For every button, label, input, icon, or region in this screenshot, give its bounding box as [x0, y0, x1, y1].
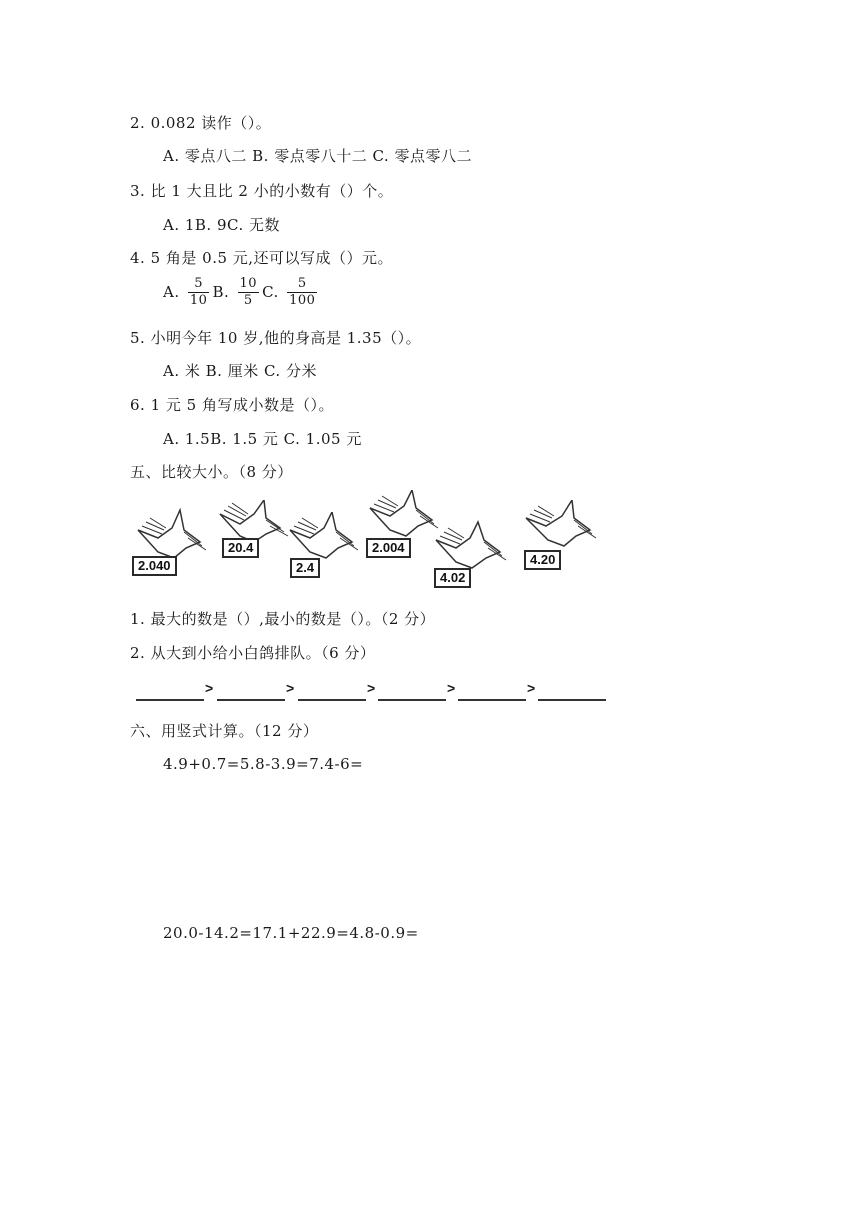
fraction-a-denominator: 10	[189, 293, 208, 309]
pigeon-6	[522, 500, 602, 568]
calculation-row-2: 20.0-14.2=17.1+22.9=4.8-0.9=	[163, 924, 419, 942]
question-3-options: A. 1B. 9C. 无数	[163, 216, 280, 234]
section-6-title: 六、用竖式计算。（12 分）	[130, 722, 319, 740]
section-5-question-1: 1. 最大的数是（）,最小的数是（）。（2 分）	[130, 610, 436, 628]
question-4-stem: 4. 5 角是 0.5 元,还可以写成（）元。	[130, 249, 394, 267]
greater-than-sign: >	[527, 680, 536, 696]
pigeon-2-value: 20.4	[222, 538, 259, 558]
fraction-c-denominator: 100	[289, 293, 316, 309]
option-c-label: C.	[262, 282, 279, 301]
pigeon-5	[432, 520, 512, 588]
fraction-b-denominator: 5	[243, 293, 253, 309]
option-a-label: A.	[163, 282, 180, 301]
greater-than-sign: >	[205, 680, 214, 696]
pigeon-1-value: 2.040	[132, 556, 177, 576]
question-2-stem: 2. 0.082 读作（）。	[130, 114, 272, 132]
question-6-stem: 6. 1 元 5 角写成小数是（）。	[130, 396, 334, 414]
pigeon-5-value: 4.02	[434, 568, 471, 588]
section-5-question-2: 2. 从大到小给小白鸽排队。（6 分）	[130, 644, 376, 662]
blank-5[interactable]	[458, 683, 526, 701]
pigeon-4-value: 2.004	[366, 538, 411, 558]
fraction-b	[238, 276, 260, 310]
pigeon-1	[128, 508, 208, 580]
question-2-options: A. 零点八二 B. 零点零八十二 C. 零点零八二	[163, 147, 472, 165]
blank-6[interactable]	[538, 683, 606, 701]
fraction-a	[188, 276, 210, 310]
pigeon-3-value: 2.4	[290, 558, 320, 578]
fraction-c	[287, 276, 317, 310]
blank-4[interactable]	[378, 683, 446, 701]
question-6-options: A. 1.5B. 1.5 元 C. 1.05 元	[163, 430, 362, 448]
pigeon-6-value: 4.20	[524, 550, 561, 570]
greater-than-sign: >	[447, 680, 456, 696]
calculation-row-1: 4.9+0.7=5.8-3.9=7.4-6=	[163, 755, 364, 773]
pigeon-3	[286, 512, 366, 578]
pigeon-2	[216, 500, 296, 562]
blank-3[interactable]	[298, 683, 366, 701]
greater-than-sign: >	[367, 680, 376, 696]
fraction-b-numerator: 10	[238, 276, 260, 293]
question-4-options	[163, 276, 320, 310]
question-5-options: A. 米 B. 厘米 C. 分米	[163, 362, 317, 380]
fraction-c-numerator: 5	[287, 276, 317, 293]
question-3-stem: 3. 比 1 大且比 2 小的小数有（）个。	[130, 182, 394, 200]
greater-than-sign: >	[286, 680, 295, 696]
section-5-title: 五、比较大小。（8 分）	[130, 463, 293, 481]
blank-2[interactable]	[217, 683, 285, 701]
option-b-label: B.	[212, 282, 230, 301]
fraction-a-numerator: 5	[188, 276, 210, 293]
blank-1[interactable]	[136, 683, 204, 701]
question-5-stem: 5. 小明今年 10 岁,他的身高是 1.35（）。	[130, 329, 422, 347]
